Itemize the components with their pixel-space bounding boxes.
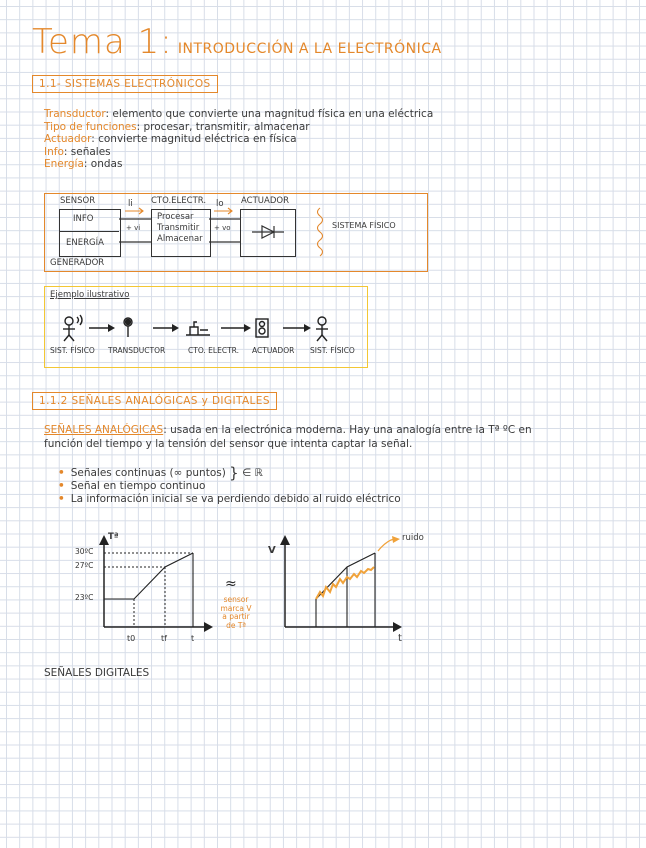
sensor-label: SENSOR bbox=[60, 196, 96, 206]
voltage-out-label: + vo bbox=[214, 224, 231, 232]
definition-info: Info: señales bbox=[44, 145, 111, 158]
digital-heading: SEÑALES DIGITALES bbox=[44, 667, 150, 679]
current-in-label: li bbox=[128, 199, 133, 209]
sensor-note: sensor marca V a partir de Tª bbox=[220, 595, 252, 630]
ytick: 23ºC bbox=[75, 593, 94, 602]
approx-symbol: ≈ bbox=[225, 576, 237, 592]
example-label-actuador: ACTUADOR bbox=[252, 346, 295, 355]
xtick: t bbox=[191, 634, 195, 643]
title-text: INTRODUCCIÓN A LA ELECTRÓNICA bbox=[177, 41, 442, 57]
noise-label: ruido bbox=[402, 533, 424, 543]
definition-transductor: Transductor: elemento que convierte una magnitud física en una eléctrica bbox=[44, 108, 434, 120]
section-heading-1: 1.1- SISTEMAS ELECTRÓNICOS bbox=[32, 75, 218, 93]
actuator-label: ACTUADOR bbox=[241, 196, 289, 206]
title-number: Tema 1: bbox=[32, 22, 173, 62]
graph1-ylabel: Tª bbox=[108, 532, 119, 542]
definition-funciones: Tipo de funciones: procesar, transmitir, almacenar bbox=[44, 120, 310, 133]
info-label: INFO bbox=[73, 214, 94, 224]
graph2-xlabel: t bbox=[398, 633, 402, 644]
example-title: Ejemplo ilustrativo bbox=[50, 290, 130, 300]
circuit-label: CTO.ELECTR. bbox=[151, 196, 207, 206]
bullet-item: • Señales continuas (∞ puntos) } ∈ ℝ bbox=[58, 464, 263, 482]
graph2-ylabel: V bbox=[268, 545, 276, 556]
bullet-item: • Señal en tiempo continuo bbox=[58, 480, 206, 492]
ytick: 30ºC bbox=[75, 547, 94, 556]
generator-label: GENERADOR bbox=[50, 258, 105, 268]
example-label-transductor: TRANSDUCTOR bbox=[108, 346, 166, 355]
voltage-in-label: + vi bbox=[126, 224, 141, 232]
example-label-sistema: SIST. FÍSICO bbox=[50, 346, 95, 355]
xtick: tf bbox=[161, 634, 167, 643]
energia-label: ENERGÍA bbox=[66, 238, 104, 248]
example-label-circuito: CTO. ELECTR. bbox=[188, 346, 239, 355]
analog-paragraph: SEÑALES ANALÓGICAS: usada en la electrónica moderna. Hay una analogía entre la Tª ºC en función del tiempo y la tensión del sensor que intenta captar la señal. bbox=[44, 424, 532, 450]
section-heading-2: 1.1.2 SEÑALES ANALÓGICAS y DIGITALES bbox=[32, 392, 277, 410]
bullet-item: • La información inicial se va perdiendo debido al ruido eléctrico bbox=[58, 493, 401, 505]
xtick: t0 bbox=[127, 634, 136, 643]
analog-term: SEÑALES ANALÓGICAS bbox=[44, 424, 164, 436]
current-out-label: lo bbox=[216, 199, 224, 209]
definition-energia: Energía: ondas bbox=[44, 158, 123, 170]
definition-actuador: Actuador: convierte magnitud eléctrica en física bbox=[44, 133, 297, 145]
circuit-functions: Procesar Transmitir Almacenar bbox=[157, 212, 203, 244]
ytick: 27ºC bbox=[75, 561, 94, 570]
set-notation: ∈ ℝ bbox=[242, 467, 263, 479]
physical-system-label: SISTEMA FÍSICO bbox=[332, 221, 396, 230]
example-label-sistema-2: SIST. FÍSICO bbox=[310, 346, 355, 355]
